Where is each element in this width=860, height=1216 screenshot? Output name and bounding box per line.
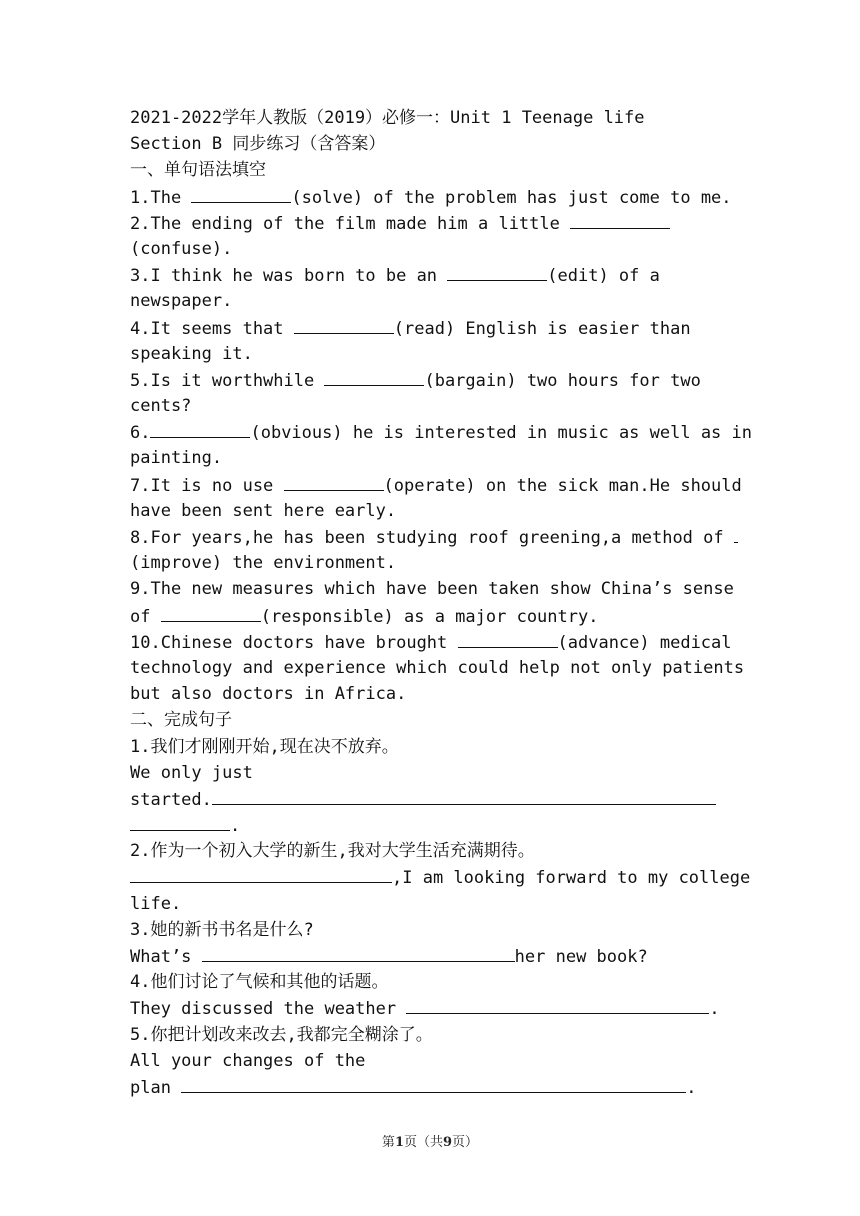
sentence-1-english: We only just	[130, 762, 253, 783]
sentence-1-answer-cont: .	[130, 812, 735, 838]
question-4-cont: speaking it.	[130, 343, 253, 364]
sentence-5-chinese: 5.你把计划改来改去,我都完全糊涂了。	[130, 1024, 433, 1045]
answer-blank-2[interactable]	[570, 210, 670, 229]
title-line-2: Section B 同步练习（含答案）	[130, 134, 386, 155]
answer-blank-3[interactable]	[447, 262, 547, 281]
question-7: 7.It is no use (operate) on the sick man.He should	[130, 472, 735, 498]
answer-blank-s2[interactable]	[130, 864, 392, 883]
sentence-4-english: They discussed the weather .	[130, 995, 735, 1021]
answer-blank-1[interactable]	[191, 184, 291, 203]
question-7-cont: have been sent here early.	[130, 500, 397, 521]
answer-blank-s1a[interactable]	[212, 786, 716, 805]
question-3: 3.I think he was born to be an (edit) of a	[130, 262, 735, 288]
question-5: 5.Is it worthwhile (bargain) two hours for two	[130, 367, 735, 393]
answer-blank-s4[interactable]	[406, 995, 709, 1014]
sentence-3-chinese: 3.她的新书书名是什么?	[130, 919, 314, 940]
sentence-5-answer-line: plan .	[130, 1074, 735, 1100]
answer-blank-5[interactable]	[324, 367, 424, 386]
question-8: 8.For years,he has been studying roof greening,a method of	[130, 524, 735, 550]
page-footer: 第1页（共9页）	[381, 1135, 479, 1150]
question-5-cont: cents?	[130, 396, 192, 417]
answer-blank-s3[interactable]	[202, 943, 515, 962]
question-3-cont: newspaper.	[130, 291, 233, 312]
sentence-2-chinese: 2.作为一个初入大学的新生,我对大学生活充满期待。	[130, 841, 535, 862]
answer-blank-s1b[interactable]	[130, 812, 230, 831]
question-10: 10.Chinese doctors have brought (advance) medical	[130, 629, 735, 655]
answer-blank-6[interactable]	[150, 419, 250, 438]
sentence-3-english: What’s her new book?	[130, 943, 735, 969]
question-2: 2.The ending of the film made him a little	[130, 210, 735, 236]
worksheet-page	[130, 105, 752, 1100]
sentence-1-answer-line: started.	[130, 786, 735, 812]
answer-blank-7[interactable]	[284, 472, 384, 491]
sentence-2-cont: life.	[130, 893, 182, 914]
sentence-2-english: ,I am looking forward to my college	[130, 864, 735, 890]
question-10-cont-1: technology and experience which could help not only patients	[130, 657, 745, 678]
sentence-5-english: All your changes of the	[130, 1050, 366, 1071]
question-9: 9.The new measures which have been taken show China’s sense	[130, 579, 734, 600]
question-4: 4.It seems that (read) English is easier than	[130, 315, 735, 341]
sentence-4-chinese: 4.他们讨论了气候和其他的话题。	[130, 972, 389, 993]
question-8-cont: (improve) the environment.	[130, 553, 397, 574]
question-1: 1.The (solve) of the problem has just come to me.	[130, 184, 735, 210]
current-page-number: 1	[394, 1135, 404, 1150]
answer-blank-8[interactable]	[734, 524, 738, 543]
question-10-cont-2: but also doctors in Africa.	[130, 684, 407, 705]
total-page-number: 9	[443, 1135, 453, 1150]
answer-blank-s5[interactable]	[181, 1074, 686, 1093]
answer-blank-10[interactable]	[458, 629, 558, 648]
answer-blank-4[interactable]	[294, 315, 394, 334]
section-1-heading: 一、单句语法填空	[130, 160, 266, 181]
title-line-1: 2021-2022学年人教版（2019）必修一：Unit 1 Teenage life	[130, 108, 645, 128]
answer-blank-9[interactable]	[161, 603, 261, 622]
question-6: 6. (obvious) he is interested in music as well as in	[130, 419, 735, 445]
question-9-cont: of (responsible) as a major country.	[130, 603, 735, 629]
question-2-cont: (confuse).	[130, 238, 233, 259]
section-2-heading: 二、完成句子	[130, 710, 232, 731]
question-6-cont: painting.	[130, 448, 223, 469]
sentence-1-chinese: 1.我们才刚刚开始,现在决不放弃。	[130, 736, 399, 757]
